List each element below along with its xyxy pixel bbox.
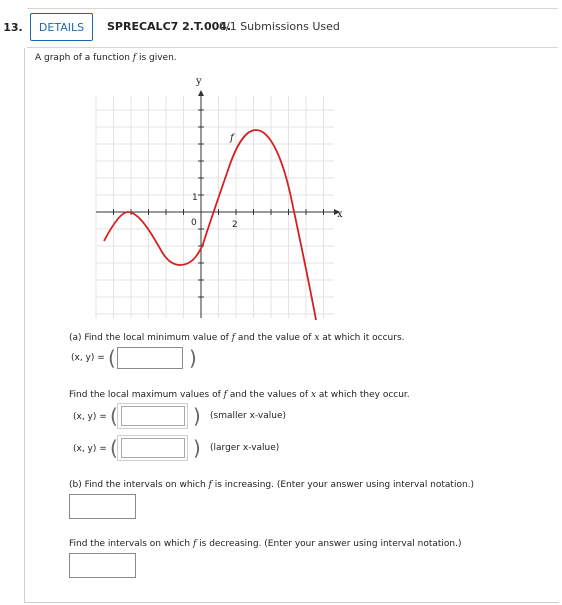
intro-text: A graph of a function f is given.	[35, 53, 177, 63]
submissions-used: 0/1 Submissions Used	[219, 20, 340, 33]
min-xy-label: (x, y) =	[71, 353, 105, 363]
larger-x-note: (larger x-value)	[210, 443, 280, 453]
close-paren: )	[193, 436, 201, 460]
max-large-answer-field[interactable]	[121, 438, 185, 458]
x-tick-label: 2	[232, 220, 238, 230]
max-small-xy-label: (x, y) =	[73, 412, 107, 422]
open-paren: (	[108, 346, 116, 370]
course-code: SPRECALC7 2.T.004.	[107, 20, 232, 33]
close-paren: )	[193, 404, 201, 428]
max-large-xy-label: (x, y) =	[73, 444, 107, 454]
open-paren: (	[110, 404, 118, 428]
details-button[interactable]: DETAILS	[30, 13, 93, 41]
question-number: 13.	[3, 20, 23, 34]
min-prompt: (a) Find the local minimum value of f and the value of x at which it occurs.	[69, 333, 405, 343]
max-prompt: Find the local maximum values of f and the values of x at which they occur.	[69, 390, 410, 400]
origin-label: 0	[191, 218, 197, 228]
y-axis-arrow	[198, 90, 204, 96]
smaller-x-note: (smaller x-value)	[210, 411, 287, 421]
decreasing-prompt: Find the intervals on which f is decreasing. (Enter your answer using interval notation.)	[69, 539, 462, 549]
open-paren: (	[110, 436, 118, 460]
y-axis-label: y	[196, 76, 202, 87]
x-axis-label: x	[337, 209, 343, 220]
max-small-answer-field[interactable]	[121, 406, 185, 426]
function-curve	[104, 130, 316, 320]
y-tick-label: 1	[192, 193, 198, 203]
increasing-prompt: (b) Find the intervals on which f is increasing. (Enter your answer using interval notation.)	[69, 480, 475, 490]
close-paren: )	[189, 346, 197, 370]
decreasing-answer-field[interactable]	[69, 553, 136, 578]
curve-label: f	[230, 133, 234, 144]
min-answer-field[interactable]	[117, 347, 183, 369]
increasing-answer-field[interactable]	[69, 494, 136, 519]
